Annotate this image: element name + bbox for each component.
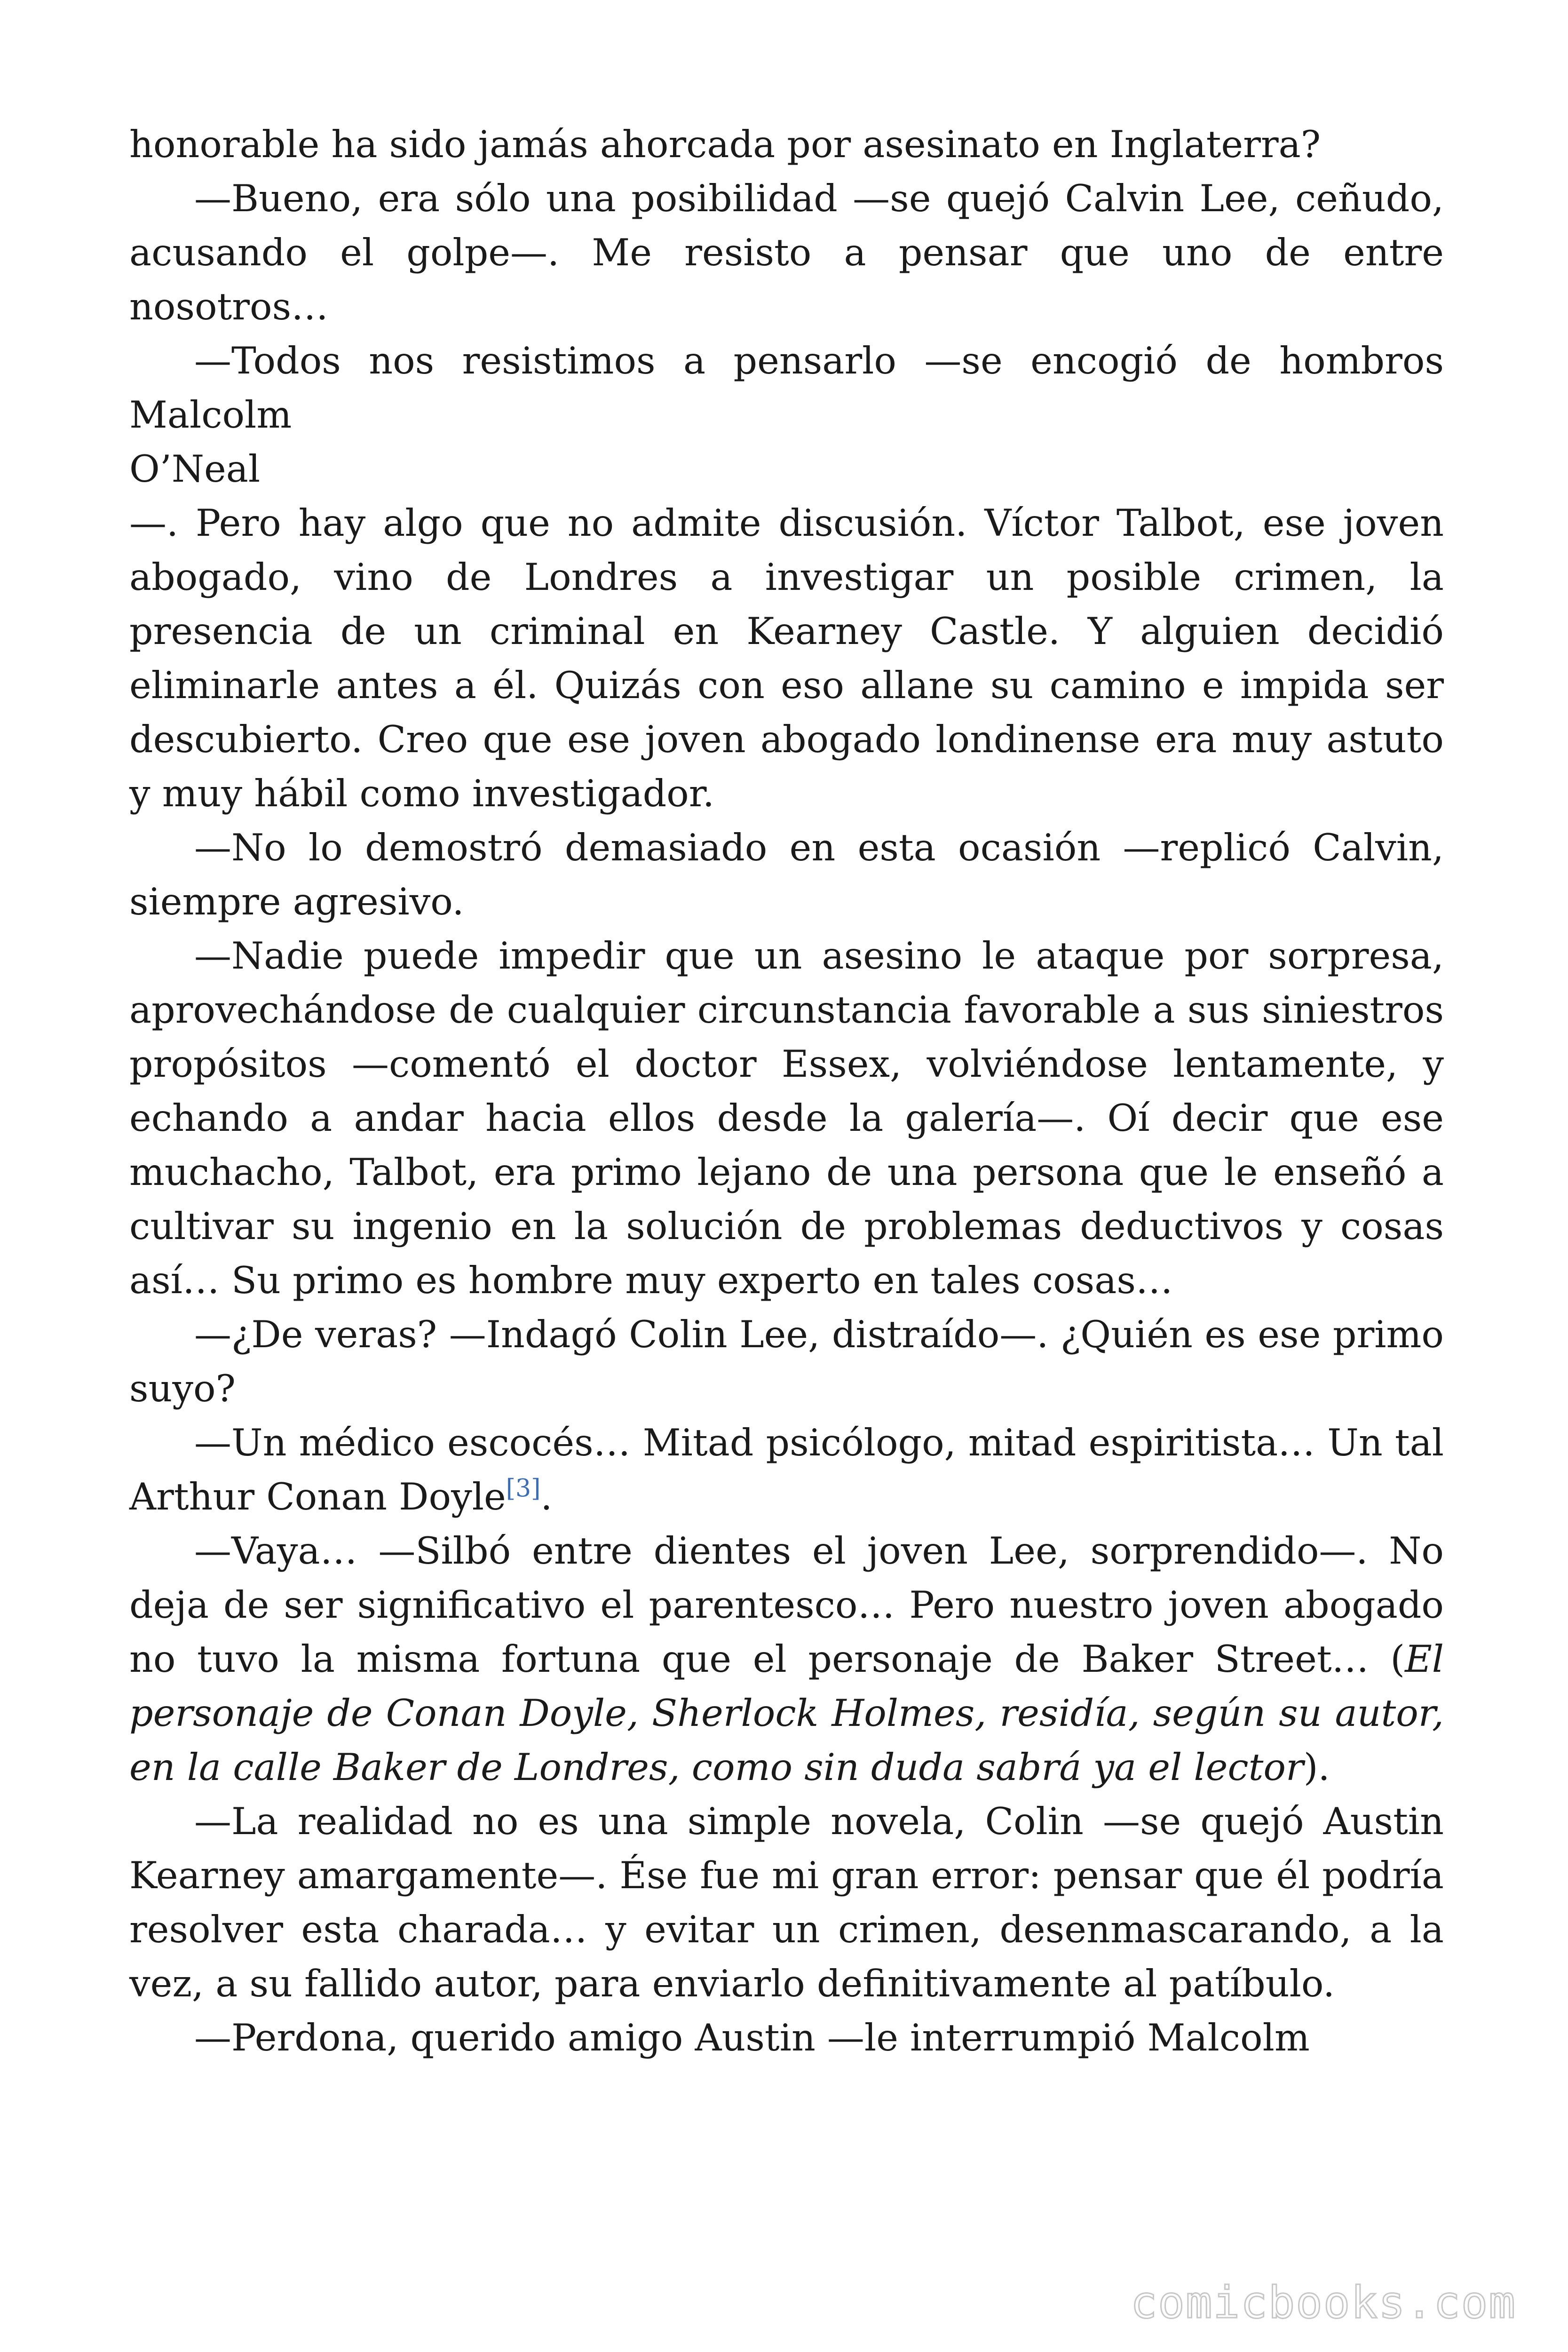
paragraph-10 [129,1524,1444,1795]
footnote-link-3[interactable]: [3] [506,1474,541,1503]
paragraph-6 [129,821,1444,929]
paragraph-text: —Vaya… —Silbó entre dientes el joven Lee, sorprendido—. No deja de ser significativo el parentesco… Pero nuestro joven abogado no tuvo la misma fortuna que el personaje de Baker Street… ( [129,1529,1444,1681]
paragraph-4 [129,442,1444,496]
paragraph-text: —Todos nos resistimos a pensarlo —se encogió de hombros Malcolm [129,339,1444,437]
paragraph-7 [129,929,1444,1308]
watermark-logo: comicbooks.com [1130,2277,1516,2328]
paragraph-text: —No lo demostró demasiado en esta ocasión —replicó Calvin, siempre agresivo. [129,826,1444,923]
paragraph-text: —Perdona, querido amigo Austin —le interrumpió Malcolm [194,2016,1310,2059]
paragraph-text: —Un médico escocés… Mitad psicólogo, mitad espiritista… Un tal Arthur Conan Doyle [129,1421,1444,1518]
paragraph-text: —Bueno, era sólo una posibilidad —se quejó Calvin Lee, ceñudo, acusando el golpe—. Me resisto a pensar que uno de entre nosotros… [129,177,1444,328]
paragraph-8 [129,1308,1444,1416]
paragraph-5 [129,496,1444,821]
paragraph-11 [129,1795,1444,2011]
paragraph-text: honorable ha sido jamás ahorcada por asesinato en Inglaterra? [129,123,1321,166]
paragraph-2 [129,172,1444,334]
paragraph-12 [129,2011,1444,2065]
paragraph-text: —. Pero hay algo que no admite discusión. Víctor Talbot, ese joven abogado, vino de Londres a investigar un posible crimen, la presencia de un criminal en Kearney Castle. Y alguien decidió eliminarle antes a él. Quizás con eso allane su camino e impida ser descubierto. Creo que ese joven abogado londinense era muy astuto y muy hábil como investigador. [129,501,1444,815]
paragraph-3 [129,334,1444,442]
paragraph-text-end: . [540,1475,553,1518]
paragraph-text: O’Neal [129,447,261,491]
paragraph-text: —Nadie puede impedir que un asesino le ataque por sorpresa, aprovechándose de cualquier circunstancia favorable a sus siniestros propósitos —comentó el doctor Essex, volviéndose lentamente, y echando a andar hacia ellos desde la galería—. Oí decir que ese muchacho, Talbot, era primo lejano de una persona que le enseñó a cultivar su ingenio en la solución de problemas deductivos y cosas así… Su primo es hombre muy experto en tales cosas… [129,934,1444,1302]
paragraph-1 [129,118,1444,172]
book-page-body [129,118,1444,2065]
paragraph-text-end: ). [1303,1746,1330,1789]
paragraph-text: —La realidad no es una simple novela, Colin —se quejó Austin Kearney amargamente—. Ése fue mi gran error: pensar que él podría resolver esta charada… y evitar un crimen, desenmascarando, a la vez, a su fallido autor, para enviarlo definitivamente al patíbulo. [129,1800,1444,2005]
italic-author-note: El personaje de Conan Doyle, Sherlock Holmes, residía, según su autor, en la calle Baker de Londres, como sin duda sabrá ya el lector [129,1637,1444,1789]
paragraph-9 [129,1416,1444,1524]
paragraph-text: —¿De veras? —Indagó Colin Lee, distraído—. ¿Quién es ese primo suyo? [129,1313,1444,1410]
